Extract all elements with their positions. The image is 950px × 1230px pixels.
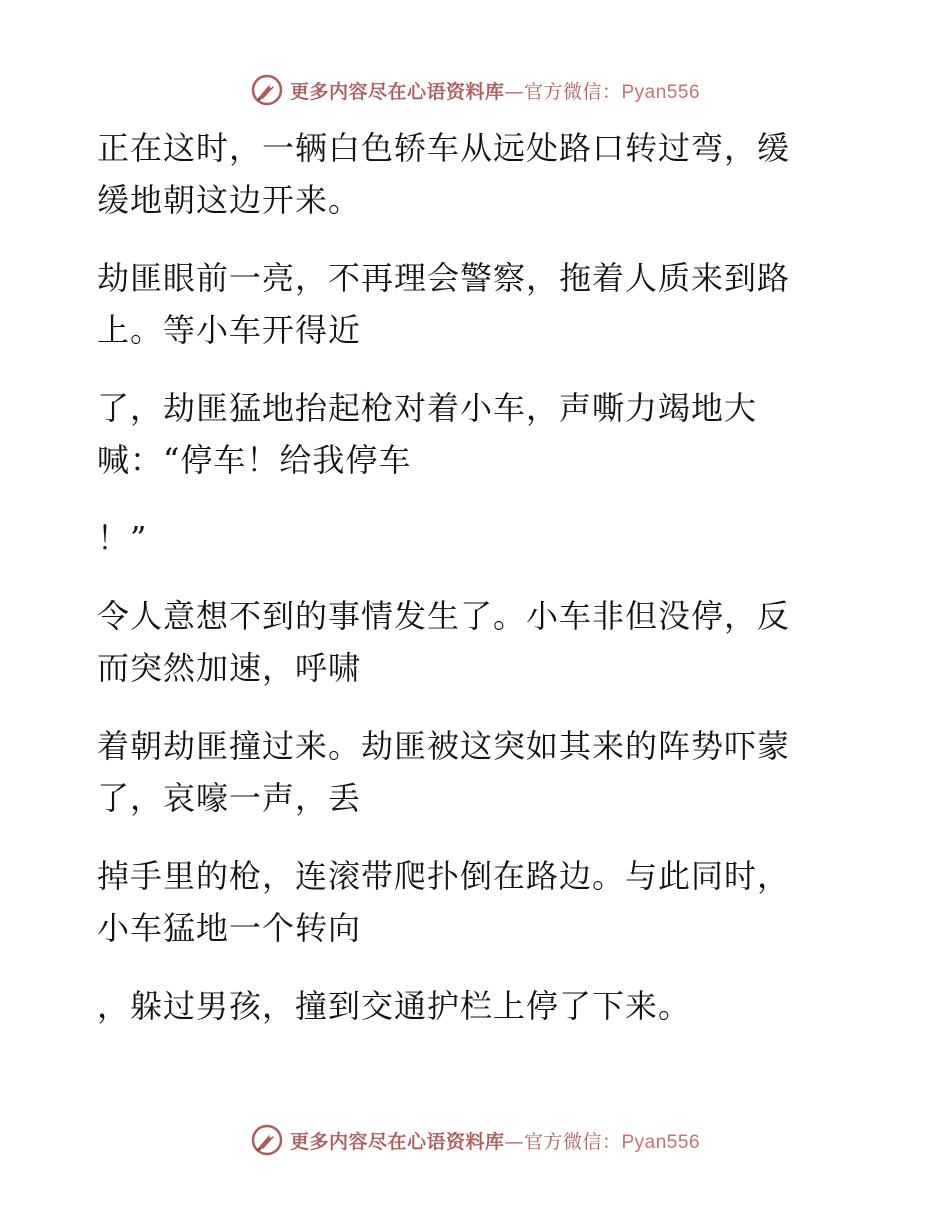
footer-banner-wechat-id: Pyan556 <box>621 1131 701 1153</box>
paragraph <box>97 850 837 954</box>
footer-banner-official: 官方微信： <box>523 1130 622 1153</box>
text-line: 小车猛地一个转向 <box>97 909 362 947</box>
header-banner <box>0 70 950 110</box>
pen-nib-logo-icon <box>250 73 284 107</box>
header-banner-wechat-id: Pyan556 <box>621 81 701 103</box>
text-line: 了，劫匪猛地抬起枪对着小车，声嘶力竭地大 <box>97 389 758 427</box>
header-banner-title: 更多内容尽在心语资料库 <box>289 80 505 103</box>
document-body <box>97 122 837 1058</box>
text-line: 掉手里的枪，连滚带爬扑倒在路边。与此同时， <box>97 857 791 895</box>
text-line: ！” <box>97 519 148 557</box>
text-line: 喊：“停车！给我停车 <box>97 441 412 479</box>
paragraph <box>97 382 837 486</box>
text-line: 而突然加速，呼啸 <box>97 649 362 687</box>
pen-nib-logo-icon <box>250 1123 284 1157</box>
paragraph <box>97 122 837 226</box>
footer-banner-text <box>290 1127 700 1154</box>
footer-banner <box>0 1120 950 1160</box>
paragraph <box>97 720 837 824</box>
text-line: ，躲过男孩，撞到交通护栏上停了下来。 <box>97 987 692 1025</box>
paragraph <box>97 590 837 694</box>
header-banner-text <box>290 77 700 104</box>
text-line: 着朝劫匪撞过来。劫匪被这突如其来的阵势吓蒙 <box>97 727 791 765</box>
text-line: 令人意想不到的事情发生了。小车非但没停，反 <box>97 597 791 635</box>
text-line: 劫匪眼前一亮，不再理会警察，拖着人质来到路 <box>97 259 791 297</box>
text-line: 上。等小车开得近 <box>97 311 362 349</box>
paragraph <box>97 512 837 564</box>
paragraph <box>97 980 837 1032</box>
footer-banner-title: 更多内容尽在心语资料库 <box>289 1130 505 1153</box>
text-line: 了，哀嚎一声，丢 <box>97 779 362 817</box>
text-line: 缓地朝这边开来。 <box>97 181 362 219</box>
paragraph <box>97 252 837 356</box>
header-banner-official: 官方微信： <box>523 80 622 103</box>
text-line: 正在这时，一辆白色轿车从远处路口转过弯，缓 <box>97 129 791 167</box>
header-banner-dash: — <box>504 80 524 103</box>
footer-banner-dash: — <box>504 1130 524 1153</box>
